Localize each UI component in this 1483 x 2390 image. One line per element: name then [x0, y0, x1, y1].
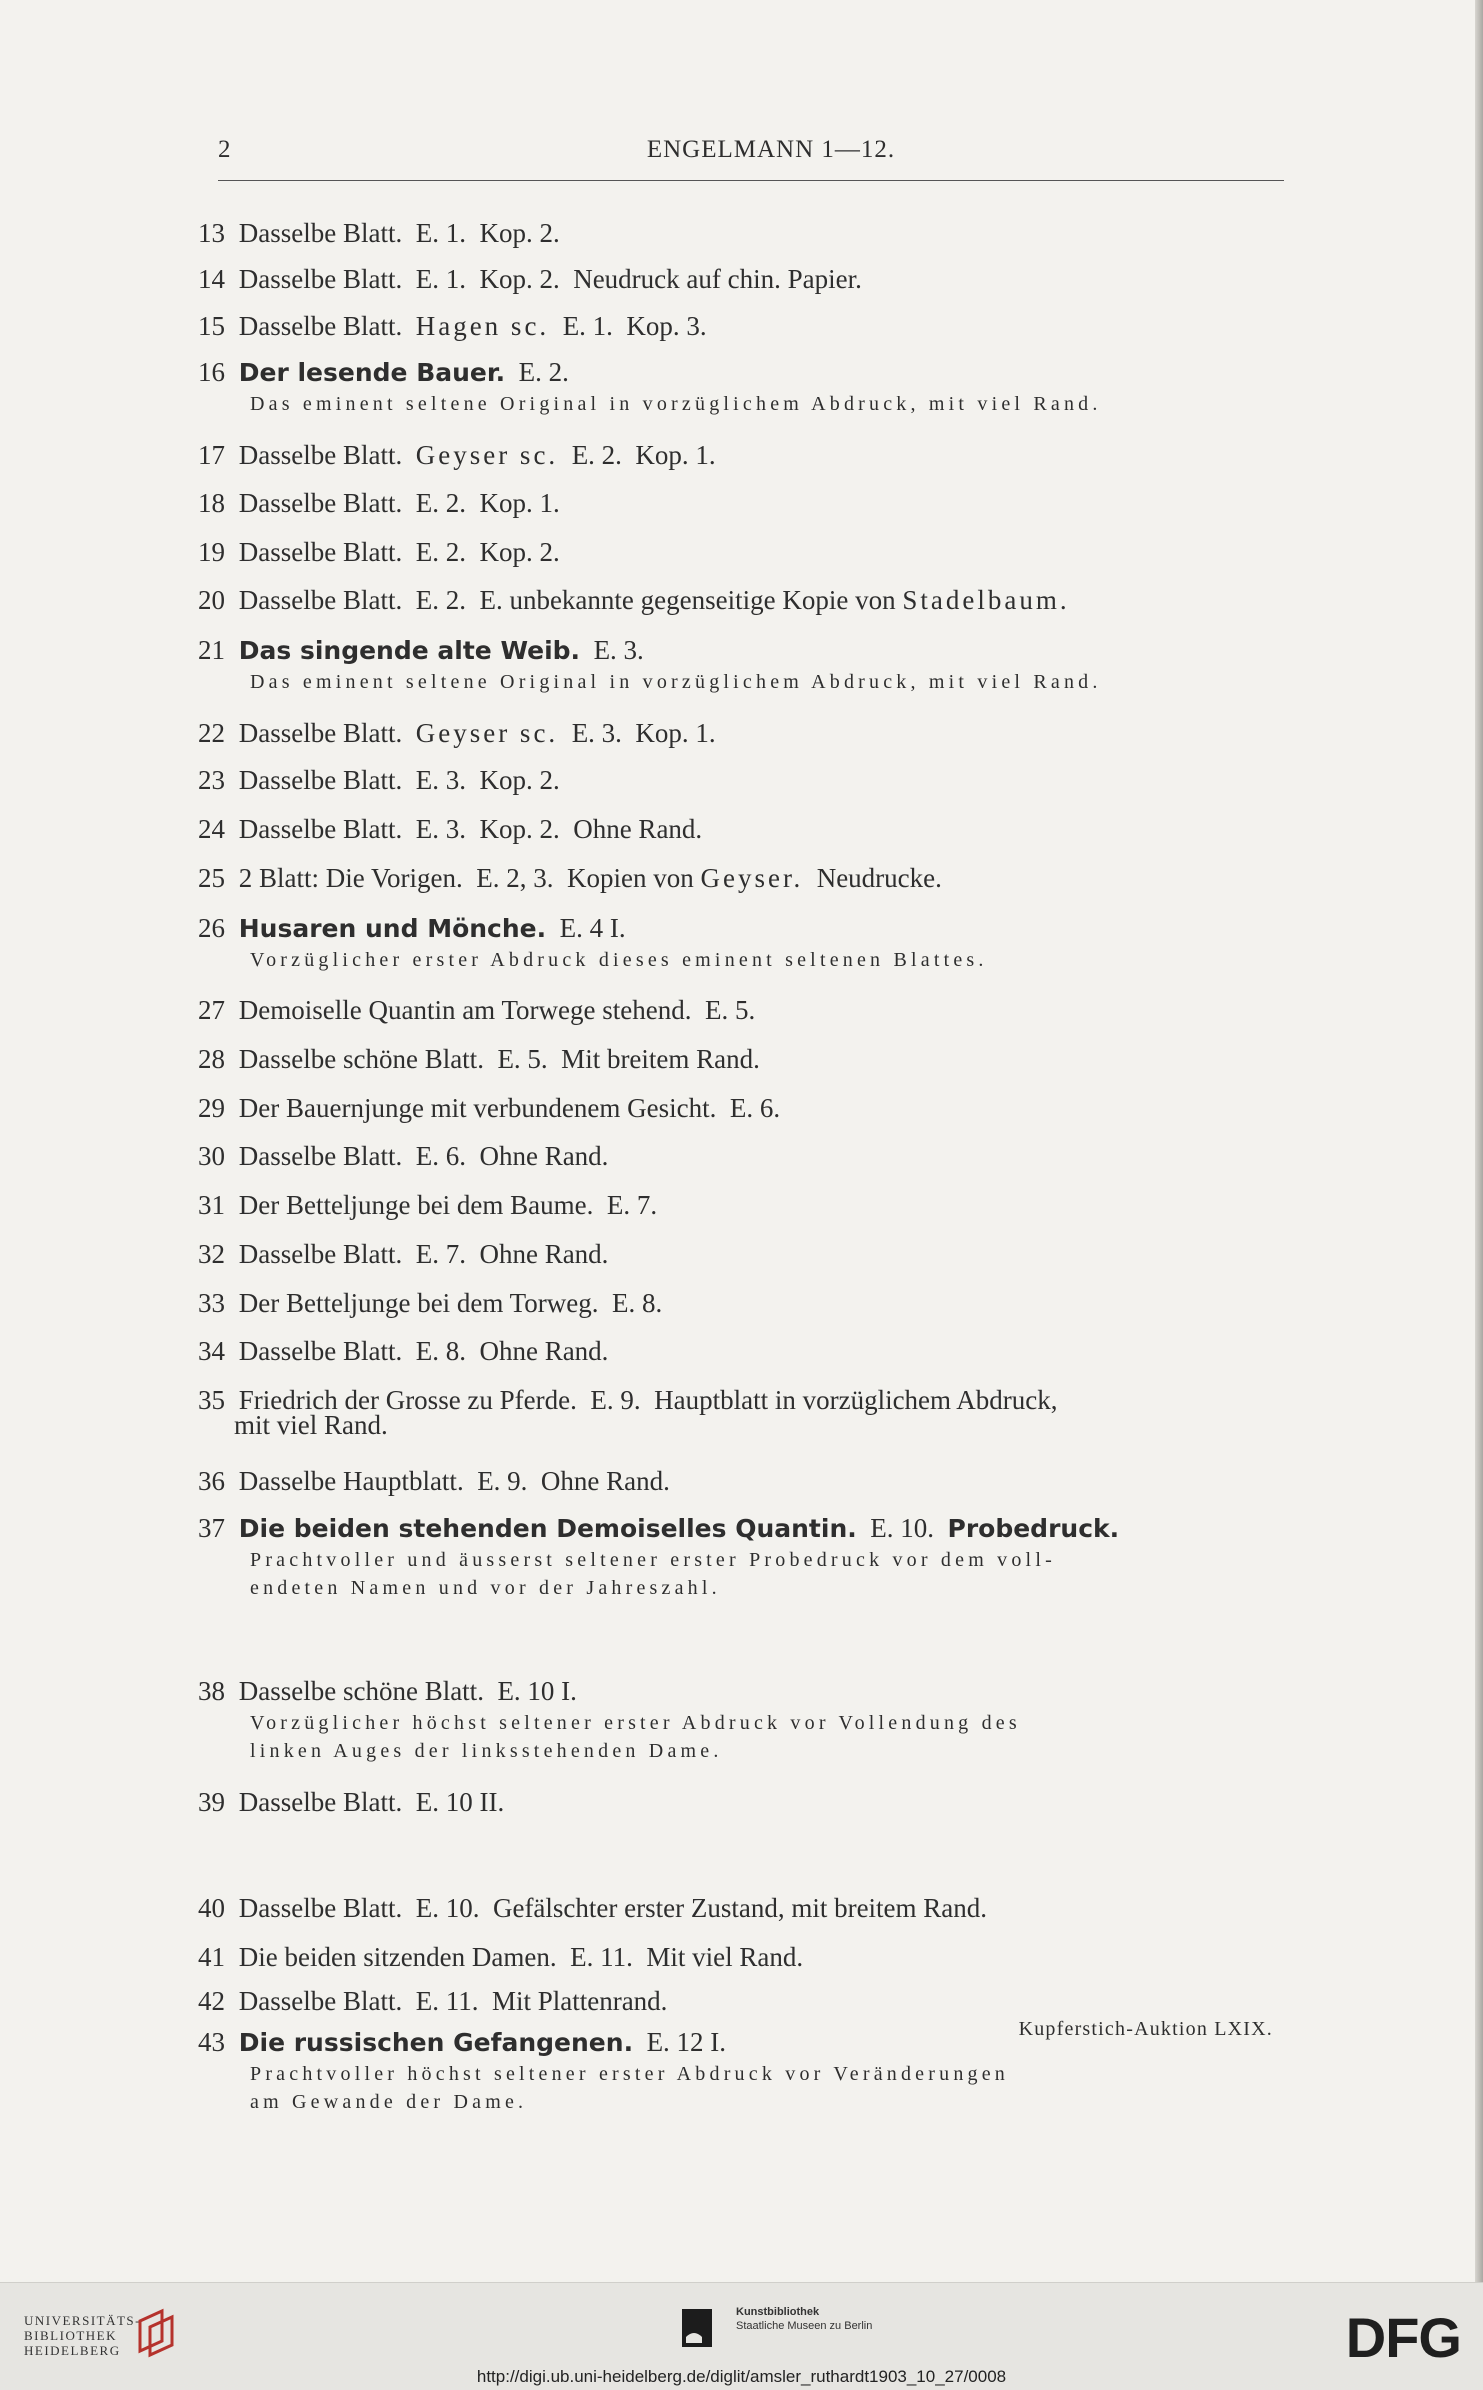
entry-number: 24	[198, 814, 225, 844]
entry-number: 22	[198, 718, 225, 748]
entry-text: Der Bauernjunge mit verbundenem Gesicht. E. 6.	[238, 1093, 781, 1123]
entry-text: Dasselbe Hauptblatt. E. 9. Ohne Rand.	[238, 1466, 670, 1496]
entry-number: 28	[198, 1044, 225, 1074]
catalog-entry	[198, 1239, 1288, 1270]
catalog-entry	[198, 765, 1288, 796]
entry-line	[198, 1893, 1288, 1924]
entry-number: 30	[198, 1141, 225, 1171]
entry-text: Dasselbe Blatt. E. 8. Ohne Rand.	[238, 1336, 609, 1366]
entry-text: Neudrucke.	[803, 863, 942, 893]
catalog-entry	[198, 863, 1288, 894]
entry-text: E. 1. Kop. 3.	[549, 311, 707, 341]
catalog-entry	[198, 440, 1288, 471]
entry-note	[198, 1709, 1288, 1765]
entry-line	[198, 1239, 1288, 1270]
entry-title: Der lesende Bauer.	[238, 358, 506, 387]
entry-line	[198, 1986, 1288, 2017]
entry-line	[198, 1336, 1288, 1367]
entry-number: 43	[198, 2027, 225, 2057]
catalog-entry	[198, 218, 1288, 249]
catalog-entry	[198, 718, 1288, 749]
entry-text: Der Betteljunge bei dem Torweg. E. 8.	[238, 1288, 663, 1318]
entry-line	[198, 357, 1288, 388]
entry-text: Dasselbe Blatt. E. 11. Mit Plattenrand.	[238, 1986, 668, 2016]
entry-line	[198, 718, 1288, 749]
entry-number: 18	[198, 488, 225, 518]
entry-number: 26	[198, 913, 225, 943]
engraver-name: Geyser.	[700, 863, 804, 893]
entry-text: E. 12 I.	[633, 2027, 727, 2057]
catalog-entry	[198, 1190, 1288, 1221]
entry-number: 31	[198, 1190, 225, 1220]
catalog-entry	[198, 1141, 1288, 1172]
catalog-entry	[198, 1336, 1288, 1367]
catalog-entry	[198, 1986, 1288, 2017]
entry-text: E. 2. Kop. 1.	[558, 440, 716, 470]
entry-note-line: Prachtvoller höchst seltener erster Abdruck vor Veränderungen	[250, 2063, 1009, 2085]
entry-note	[198, 668, 1288, 696]
entry-number: 39	[198, 1787, 225, 1817]
entry-line	[198, 863, 1288, 894]
entry-number: 41	[198, 1942, 225, 1972]
entry-line	[198, 264, 1288, 295]
entry-note-line: endeten Namen und vor der Jahreszahl.	[250, 1577, 721, 1599]
entry-text: Dasselbe Blatt.	[238, 440, 416, 470]
entry-text: Demoiselle Quantin am Torwege stehend. E. 5.	[238, 995, 756, 1025]
kb-subtitle: Staatliche Museen zu Berlin	[736, 2320, 873, 2332]
entry-note-line: Das eminent seltene Original in vorzüglichem Abdruck, mit viel Rand.	[250, 671, 1102, 693]
entry-line	[198, 1513, 1288, 1544]
entry-line	[198, 635, 1288, 666]
kunstbibliothek-logo-icon	[680, 2307, 714, 2349]
catalog-entry	[198, 264, 1288, 295]
page-number: 2	[218, 136, 232, 163]
entry-line	[198, 814, 1288, 845]
entry-number: 27	[198, 995, 225, 1025]
entry-line	[198, 1676, 1288, 1707]
entry-line	[198, 1942, 1288, 1973]
header-rule	[218, 180, 1284, 181]
entry-note	[198, 2060, 1288, 2116]
entry-text: Dasselbe Blatt. E. 10. Gefälschter erster Zustand, mit breitem Rand.	[238, 1893, 988, 1923]
entry-line	[198, 1190, 1288, 1221]
entry-text: 2 Blatt: Die Vorigen. E. 2, 3. Kopien von	[238, 863, 701, 893]
dfg-logo: DFG	[1345, 2306, 1461, 2369]
catalog-entry	[198, 1288, 1288, 1319]
engraver-name: Geyser sc.	[415, 718, 559, 748]
entry-line	[198, 218, 1288, 249]
entry-number: 19	[198, 537, 225, 567]
entry-number: 38	[198, 1676, 225, 1706]
engraver-name: Hagen sc.	[415, 311, 550, 341]
catalog-entry	[198, 1466, 1288, 1497]
catalog-entry	[198, 537, 1288, 568]
entry-title: Husaren und Mönche.	[238, 914, 547, 943]
entry-text: E. 4 I.	[546, 913, 626, 943]
entry-text: Dasselbe schöne Blatt. E. 10 I.	[238, 1676, 577, 1706]
entry-number: 40	[198, 1893, 225, 1923]
catalog-entry	[198, 585, 1288, 616]
catalog-entry	[198, 488, 1288, 519]
entry-note-line: am Gewande der Dame.	[250, 2091, 528, 2113]
entry-title: Die beiden stehenden Demoiselles Quantin.	[238, 1514, 857, 1543]
entry-number: 29	[198, 1093, 225, 1123]
university-line: UNIVERSITÄTS-	[24, 2313, 141, 2328]
catalog-entry	[198, 1385, 1288, 1441]
catalog-entry	[198, 311, 1288, 342]
entry-text: Dasselbe Blatt. E. 10 II.	[238, 1787, 505, 1817]
university-line: BIBLIOTHEK	[24, 2328, 117, 2343]
entry-text: Dasselbe Blatt. E. 1. Kop. 2. Neudruck auf chin. Papier.	[238, 264, 862, 294]
footer-note: Kupferstich-Auktion LXIX.	[1018, 2018, 1273, 2040]
page-url[interactable]: http://digi.ub.uni-heidelberg.de/diglit/amsler_ruthardt1903_10_27/0008	[476, 2367, 1007, 2386]
entry-continuation: mit viel Rand.	[234, 1410, 388, 1440]
viewer-bottom-bar	[0, 2282, 1483, 2390]
catalog-entry	[198, 995, 1288, 1026]
entry-text: E. 3. Kop. 1.	[558, 718, 716, 748]
entry-text: Dasselbe Blatt.	[238, 718, 416, 748]
catalog-entry	[198, 1513, 1288, 1602]
page-header	[218, 136, 1284, 170]
entry-line	[198, 585, 1288, 616]
entry-note-line: Das eminent seltene Original in vorzüglichem Abdruck, mit viel Rand.	[250, 393, 1102, 415]
entry-note-line: Vorzüglicher erster Abdruck dieses eminent seltenen Blattes.	[250, 949, 988, 971]
entry-note	[198, 390, 1288, 418]
entry-number: 14	[198, 264, 225, 294]
entry-line	[198, 1466, 1288, 1497]
entry-line	[198, 1787, 1288, 1818]
entry-line	[198, 1141, 1288, 1172]
entry-text: Dasselbe Blatt. E. 2. Kop. 2.	[238, 537, 560, 567]
entry-text: Die beiden sitzenden Damen. E. 11. Mit viel Rand.	[238, 1942, 804, 1972]
catalog-entry	[198, 1942, 1288, 1973]
entry-number: 33	[198, 1288, 225, 1318]
entry-number: 42	[198, 1986, 225, 2016]
entry-number: 32	[198, 1239, 225, 1269]
entry-line	[198, 1288, 1288, 1319]
entry-text: Dasselbe Blatt. E. 2. E. unbekannte gegenseitige Kopie von	[238, 585, 903, 615]
catalog-entry	[198, 1044, 1288, 1075]
entry-text: Dasselbe Blatt. E. 2. Kop. 1.	[238, 488, 560, 518]
entry-text: E. 3.	[580, 635, 644, 665]
entry-number: 35	[198, 1385, 225, 1415]
entry-line	[198, 913, 1288, 944]
entry-text: Dasselbe Blatt.	[238, 311, 416, 341]
entry-text: Dasselbe schöne Blatt. E. 5. Mit breitem Rand.	[238, 1044, 760, 1074]
entry-text: E. 2.	[505, 357, 569, 387]
entry-number: 23	[198, 765, 225, 795]
entry-number: 16	[198, 357, 225, 387]
university-library-label	[24, 2313, 141, 2358]
entry-number: 36	[198, 1466, 225, 1496]
catalog-entry	[198, 635, 1288, 696]
entry-number: 15	[198, 311, 225, 341]
engraver-name: Stadelbaum.	[902, 585, 1070, 615]
entry-text: Friedrich der Grosse zu Pferde. E. 9. Hauptblatt in vorzüglichem Abdruck,	[238, 1385, 1058, 1415]
entry-text: Der Betteljunge bei dem Baume. E. 7.	[238, 1190, 658, 1220]
engraver-name: Geyser sc.	[415, 440, 559, 470]
catalog-entry	[198, 357, 1288, 418]
catalog-entry	[198, 1676, 1288, 1765]
entry-line	[198, 440, 1288, 471]
catalog-entry	[198, 1093, 1288, 1124]
catalog-entry	[198, 1787, 1288, 1818]
kb-title: Kunstbibliothek	[736, 2306, 820, 2318]
entry-note-line: linken Auges der linksstehenden Dame.	[250, 1740, 723, 1762]
entry-text: Dasselbe Blatt. E. 3. Kop. 2. Ohne Rand.	[238, 814, 703, 844]
catalog-entry	[198, 1893, 1288, 1924]
entry-number: 20	[198, 585, 225, 615]
entry-title: Das singende alte Weib.	[238, 636, 581, 665]
catalog-entry	[198, 913, 1288, 974]
entry-line	[198, 488, 1288, 519]
entry-number: 34	[198, 1336, 225, 1366]
entry-note	[198, 1546, 1288, 1602]
entry-number: 21	[198, 635, 225, 665]
entry-number: 13	[198, 218, 225, 248]
entry-line	[198, 1044, 1288, 1075]
entry-note-line: Vorzüglicher höchst seltener erster Abdruck vor Vollendung des	[250, 1712, 1021, 1734]
entry-text: Dasselbe Blatt. E. 7. Ohne Rand.	[238, 1239, 609, 1269]
entry-line	[198, 995, 1288, 1026]
entry-number: 37	[198, 1513, 225, 1543]
page-edge	[1475, 0, 1483, 2282]
entry-line	[198, 537, 1288, 568]
entry-title: Die russischen Gefangenen.	[238, 2028, 634, 2057]
university-line: HEIDELBERG	[24, 2343, 121, 2358]
entry-line	[198, 311, 1288, 342]
entry-number: 25	[198, 863, 225, 893]
entry-text: E. 10.	[856, 1513, 948, 1543]
university-logo-icon	[132, 2307, 180, 2359]
running-title: ENGELMANN 1—12.	[646, 136, 896, 163]
catalog-entry	[198, 814, 1288, 845]
kunstbibliothek-label	[736, 2305, 872, 2333]
entry-note	[198, 946, 1288, 974]
entry-text: Dasselbe Blatt. E. 3. Kop. 2.	[238, 765, 560, 795]
entry-line	[198, 765, 1288, 796]
entry-line	[198, 1093, 1288, 1124]
entry-text: Dasselbe Blatt. E. 1. Kop. 2.	[238, 218, 560, 248]
entry-text: Dasselbe Blatt. E. 6. Ohne Rand.	[238, 1141, 609, 1171]
entry-title: Probedruck.	[947, 1514, 1120, 1543]
entry-note-line: Prachtvoller und äusserst seltener erster Probedruck vor dem voll-	[250, 1549, 1056, 1571]
entry-number: 17	[198, 440, 225, 470]
